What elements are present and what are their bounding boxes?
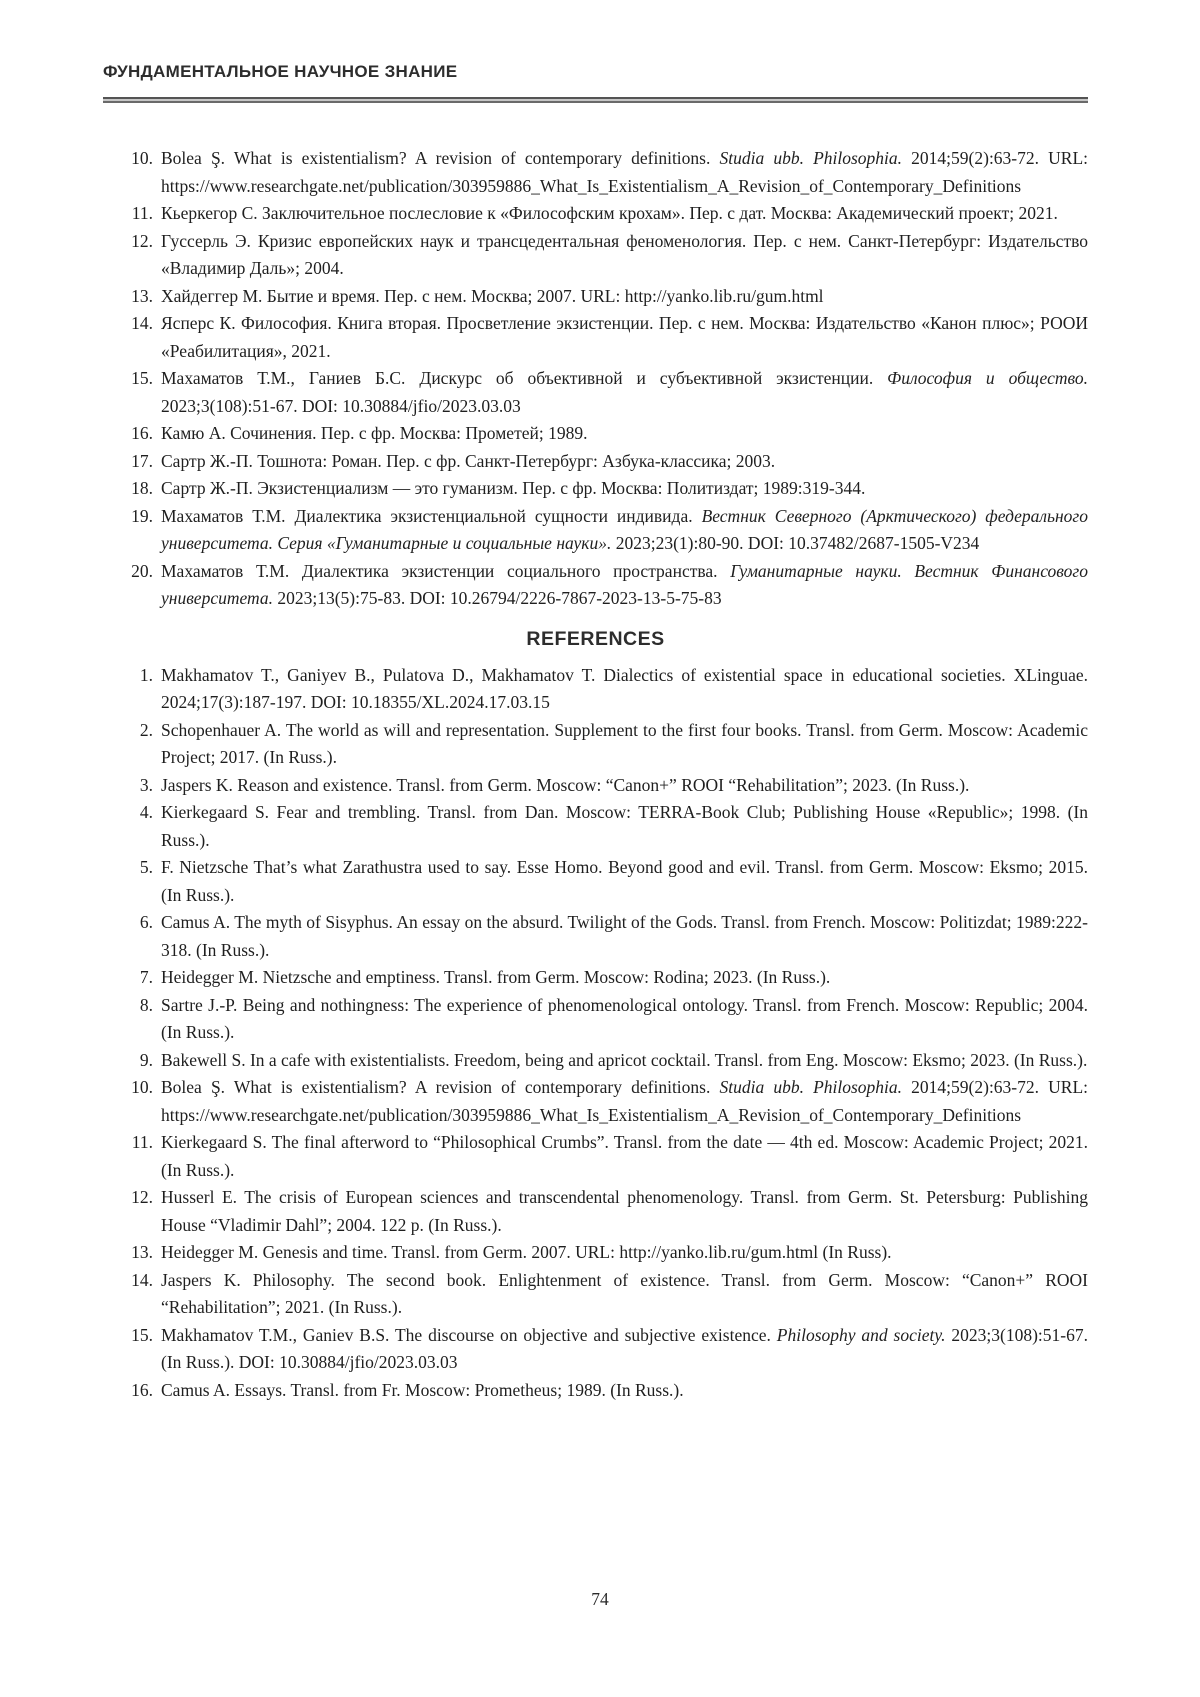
reference-item: [103, 283, 1088, 311]
reference-item: [103, 1322, 1088, 1377]
reference-item: [103, 772, 1088, 800]
reference-text: Makhamatov T., Ganiyev B., Pulatova D., Makhamatov T. Dialectics of existential space in educational societies. XLinguae. 2024;17(3):187-197. DOI: 10.18355/XL.2024.17.03.15: [161, 664, 1088, 712]
reference-number: 15.: [131, 1324, 153, 1345]
reference-number: 12.: [131, 1187, 153, 1207]
reference-item: [103, 717, 1088, 772]
reference-item: [103, 200, 1088, 228]
references-heading: REFERENCES: [526, 627, 665, 650]
reference-text: Кьеркегор С. Заключительное послесловие к «Философским крохам». Пер. с дат. Москва: Академический проект; 2021.: [161, 203, 1058, 223]
reference-number: 11.: [131, 203, 153, 223]
reference-item: [103, 448, 1088, 476]
reference-number: 14.: [131, 313, 153, 333]
reference-item: [103, 1267, 1088, 1322]
reference-text: Сартр Ж.-П. Экзистенциализм — это гуманизм. Пер. с фр. Москва: Политиздат; 1989:319-344.: [161, 478, 866, 498]
reference-text: Schopenhauer A. The world as will and representation. Supplement to the first four books. Transl. from Germ. Moscow: Academic Project; 2017. (In Russ.).: [161, 719, 1088, 767]
reference-text: Jaspers K. Reason and existence. Transl. from Germ. Moscow: “Canon+” ROOI “Rehabilitation”; 2023. (In Russ.).: [161, 774, 970, 795]
reference-number: 16.: [131, 423, 153, 443]
reference-number: 9.: [139, 1049, 153, 1070]
reference-text: Husserl E. The crisis of European sciences and transcendental phenomenology. Transl. from Germ. St. Petersburg: Publishing House “Vladimir Dahl”; 2004. 122 p. (In Russ.).: [161, 1187, 1088, 1235]
russian-reference-list: [103, 145, 1088, 613]
reference-number: 16.: [131, 1379, 153, 1400]
english-reference-list: [103, 662, 1088, 1405]
reference-number: 14.: [131, 1269, 153, 1290]
reference-item: [103, 310, 1088, 365]
reference-text: Камю А. Сочинения. Пер. с фр. Москва: Прометей; 1989.: [161, 423, 588, 443]
reference-number: 1.: [139, 664, 153, 685]
reference-text: Camus A. Essays. Transl. from Fr. Moscow: Prometheus; 1989. (In Russ.).: [161, 1379, 684, 1400]
reference-number: 10.: [131, 148, 153, 168]
reference-item: [103, 662, 1088, 717]
reference-number: 2.: [139, 719, 153, 740]
page-number: 74: [591, 1589, 609, 1609]
reference-text: F. Nietzsche That’s what Zarathustra used to say. Esse Homo. Beyond good and evil. Transl. from Germ. Moscow: Eksmo; 2015. (In Russ.).: [161, 857, 1088, 905]
reference-number: 4.: [139, 802, 153, 822]
reference-text: Makhamatov T.M., Ganiev B.S. The discourse on objective and subjective existence. Philosophy and society. 2023;3(108):51-67. (In Russ.). DOI: 10.30884/jfio/2023.03.03: [161, 1324, 1088, 1372]
reference-item: [103, 1129, 1088, 1184]
reference-item: [103, 1239, 1088, 1267]
reference-item: [103, 1184, 1088, 1239]
header-rule: [103, 97, 1088, 103]
reference-number: 8.: [139, 994, 153, 1015]
reference-item: [103, 228, 1088, 283]
reference-item: [103, 799, 1088, 854]
reference-item: [103, 1047, 1088, 1075]
reference-item: [103, 475, 1088, 503]
reference-text: Camus A. The myth of Sisyphus. An essay on the absurd. Twilight of the Gods. Transl. from French. Moscow: Politizdat; 1989:222-318. (In Russ.).: [161, 912, 1088, 960]
reference-number: 3.: [139, 774, 153, 795]
reference-text: Jaspers K. Philosophy. The second book. Enlightenment of existence. Transl. from Germ. Moscow: “Canon+” ROOI “Rehabilitation”; 2021. (In Russ.).: [161, 1269, 1088, 1317]
reference-item: [103, 558, 1088, 613]
reference-text: Heidegger M. Genesis and time. Transl. from Germ. 2007. URL: http://yanko.lib.ru/gum.html (In Russ).: [161, 1242, 892, 1262]
reference-text: Bolea Ş. What is existentialism? A revision of contemporary definitions. Studia ubb. Philosophia. 2014;59(2):63-72. URL: https://www.researchgate.net/publication/303959886_What_Is_Existentialism_A_Revision_of_Contemporary_Definitions: [161, 1077, 1088, 1125]
reference-text: Махаматов Т.М., Ганиев Б.С. Дискурс об объективной и субъективной экзистенции. Философия и общество. 2023;3(108):51-67. DOI: 10.30884/jfio/2023.03.03: [161, 368, 1088, 416]
reference-item: [103, 964, 1088, 992]
reference-item: [103, 365, 1088, 420]
reference-number: 13.: [131, 1242, 153, 1262]
reference-text: Сартр Ж.-П. Тошнота: Роман. Пер. с фр. Санкт-Петербург: Азбука-классика; 2003.: [161, 450, 776, 471]
reference-number: 15.: [131, 368, 153, 388]
reference-item: [103, 854, 1088, 909]
reference-number: 18.: [131, 478, 153, 498]
reference-text: Bakewell S. In a cafe with existentialists. Freedom, being and apricot cocktail. Transl. from Eng. Moscow: Eksmo; 2023. (In Russ.).: [161, 1049, 1088, 1070]
reference-text: Sartre J.-P. Being and nothingness: The experience of phenomenological ontology. Transl. from French. Moscow: Republic; 2004. (In Russ.).: [161, 994, 1088, 1042]
reference-number: 12.: [131, 230, 153, 251]
reference-text: Ясперс К. Философия. Книга вторая. Просветление экзистенции. Пер. с нем. Москва: Издательство «Канон плюс»; РООИ «Реабилитация», 2021.: [161, 313, 1088, 361]
reference-text: Kierkegaard S. Fear and trembling. Transl. from Dan. Moscow: TERRA-Book Club; Publishing House «Republic»; 1998. (In Russ.).: [161, 802, 1088, 850]
reference-text: Махаматов Т.М. Диалектика экзистенции социального пространства. Гуманитарные науки. Вестник Финансового университета. 2023;13(5):75-83. DOI: 10.26794/2226-7867-2023-13-5-75-83: [161, 560, 1088, 608]
reference-item: [103, 1074, 1088, 1129]
reference-number: 20.: [131, 560, 153, 581]
reference-number: 10.: [131, 1077, 153, 1097]
reference-item: [103, 909, 1088, 964]
reference-number: 13.: [131, 285, 153, 306]
reference-number: 7.: [139, 967, 153, 987]
page-content: [103, 0, 1088, 1404]
reference-text: Хайдеггер М. Бытие и время. Пер. с нем. Москва; 2007. URL: http://yanko.lib.ru/gum.html: [161, 285, 824, 306]
reference-text: Kierkegaard S. The final afterword to “Philosophical Crumbs”. Transl. from the date — 4th ed. Moscow: Academic Project; 2021. (In Russ.).: [161, 1132, 1088, 1180]
reference-item: [103, 145, 1088, 200]
reference-number: 5.: [139, 857, 153, 877]
reference-text: Махаматов Т.М. Диалектика экзистенциальной сущности индивида. Вестник Северного (Арктического) федерального университета. Серия «Гуманитарные и социальные науки». 2023;23(1):80-90. DOI: 10.37482/2687-1505-V234: [161, 505, 1089, 553]
reference-item: [103, 992, 1088, 1047]
reference-number: 17.: [131, 450, 153, 471]
reference-number: 19.: [131, 505, 153, 526]
reference-number: 6.: [139, 912, 153, 932]
reference-text: Bolea Ş. What is existentialism? A revision of contemporary definitions. Studia ubb. Philosophia. 2014;59(2):63-72. URL: https://www.researchgate.net/publication/303959886_What_Is_Existentialism_A_Revision_of_Contemporary_Definitions: [161, 148, 1088, 196]
running-head: ФУНДАМЕНТАЛЬНОЕ НАУЧНОЕ ЗНАНИЕ: [103, 62, 458, 81]
reference-number: 11.: [131, 1132, 153, 1152]
reference-item: [103, 503, 1088, 558]
reference-item: [103, 1377, 1088, 1405]
reference-text: Heidegger M. Nietzsche and emptiness. Transl. from Germ. Moscow: Rodina; 2023. (In Russ.).: [161, 967, 831, 987]
reference-text: Гуссерль Э. Кризис европейских наук и трансцедентальная феноменология. Пер. с нем. Санкт-Петербург: Издательство «Владимир Даль»; 2004.: [161, 230, 1088, 278]
reference-item: [103, 420, 1088, 448]
